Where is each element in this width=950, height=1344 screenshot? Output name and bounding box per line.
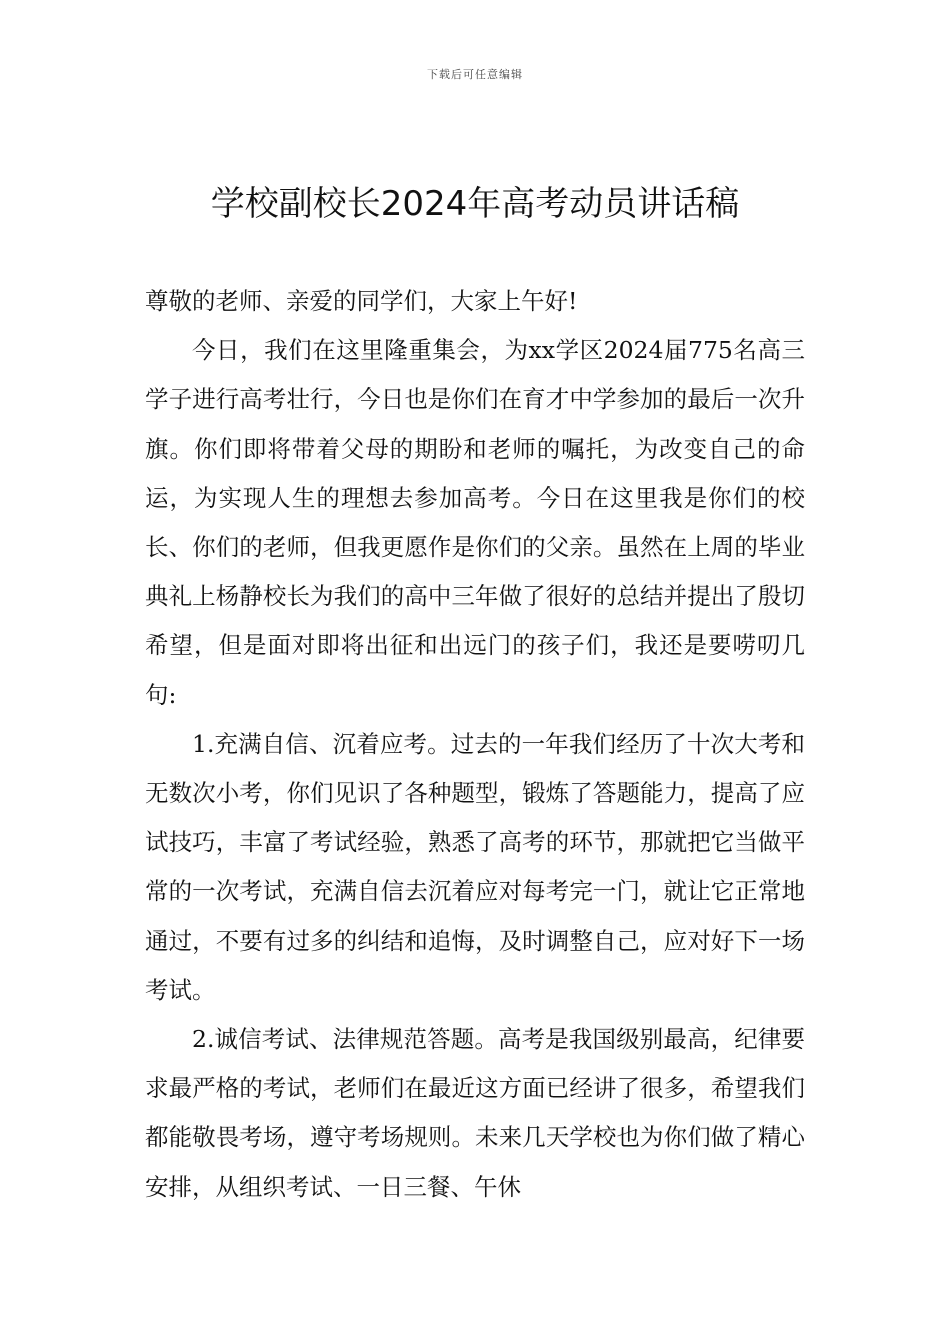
greeting-line: 尊敬的老师、亲爱的同学们，大家上午好! [145, 287, 578, 315]
document-body [145, 277, 805, 1212]
document-title: 学校副校长2024年高考动员讲话稿 [210, 184, 740, 224]
paragraph-point-2: 2.诚信考试、法律规范答题。高考是我国级别最高，纪律要求最严格的考试，老师们在最近这方面已经讲了很多，希望我们都能敬畏考场，遵守考场规则。未来几天学校也为你们做了精心安排，从组织考试、一日三餐、午休 [145, 1025, 805, 1201]
paragraph-point-1: 1.充满自信、沉着应考。过去的一年我们经历了十次大考和无数次小考，你们见识了各种题型，锻炼了答题能力，提高了应试技巧，丰富了考试经验，熟悉了高考的环节，那就把它当做平常的一次考试，充满自信去沉着应对每考完一门，就让它正常地通过，不要有过多的纠结和追悔，及时调整自己，应对好下一场考试。 [145, 729, 805, 1004]
header-note: 下载后可任意编辑 [427, 68, 523, 81]
paragraph-intro: 今日，我们在这里隆重集会，为xx学区2024届775名高三学子进行高考壮行，今日也是你们在育才中学参加的最后一次升旗。你们即将带着父母的期盼和老师的嘱托，为改变自己的命运，为实现人生的理想去参加高考。今日在这里我是你们的校长、你们的老师，但我更愿作是你们的父亲。虽然在上周的毕业典礼上杨静校长为我们的高中三年做了很好的总结并提出了殷切希望，但是面对即将出征和出远门的孩子们，我还是要唠叨几句: [145, 336, 805, 709]
